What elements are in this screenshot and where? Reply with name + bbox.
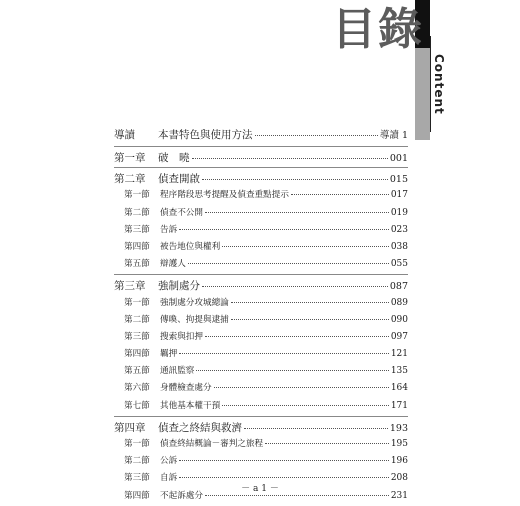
chapter-number: 第四章	[114, 421, 146, 434]
section-title: 其他基本權干預	[160, 400, 221, 411]
dot-leader	[231, 301, 389, 303]
toc-section-entry[interactable]	[114, 313, 408, 330]
section-page: 196	[390, 456, 408, 467]
section-page: 195	[390, 439, 408, 449]
section-page: 231	[390, 490, 408, 501]
entry-page: 導讀 1	[379, 130, 408, 141]
section-number: 第二節	[124, 314, 150, 325]
toc-section-entry[interactable]	[114, 223, 408, 240]
toc-chapter-entry[interactable]	[114, 150, 408, 167]
section-page: 121	[390, 349, 408, 360]
dot-leader	[205, 335, 389, 337]
chapter-number: 第三章	[114, 280, 146, 293]
section-number: 第四節	[124, 349, 150, 360]
dot-leader	[188, 262, 389, 264]
section-title: 搜索與扣押	[160, 331, 203, 342]
page-number: － a 1 －	[241, 484, 279, 494]
dot-leader	[202, 178, 388, 180]
section-page: 038	[390, 241, 408, 252]
toc-section-entry[interactable]	[114, 347, 408, 364]
toc-chapter-entry[interactable]	[114, 171, 408, 188]
section-number: 第三節	[124, 331, 150, 342]
section-title: 被告地位與權利	[160, 241, 221, 252]
divider	[114, 274, 408, 275]
section-page: 097	[390, 331, 408, 342]
chapter-title: 偵查開啟	[158, 173, 200, 186]
chapter-number: 第二章	[114, 173, 146, 186]
entry-number: 導讀	[114, 129, 135, 141]
section-page: 135	[390, 366, 408, 377]
toc-section-entry[interactable]	[114, 454, 408, 471]
dot-leader	[291, 193, 389, 195]
table-of-contents	[114, 127, 408, 506]
section-number: 第五節	[124, 366, 150, 377]
toc-section-entry[interactable]	[114, 330, 408, 347]
section-number: 第一節	[124, 297, 150, 308]
section-page: 090	[390, 314, 408, 325]
dot-leader	[179, 476, 389, 478]
dot-leader	[214, 386, 389, 388]
toc-chapter-entry[interactable]	[114, 420, 408, 437]
section-page: 023	[390, 224, 408, 235]
section-page: 089	[390, 297, 408, 308]
section-number: 第三節	[124, 473, 150, 484]
toc-section-entry[interactable]	[114, 437, 408, 454]
header-gray-bar	[415, 48, 430, 140]
chapter-page: 087	[389, 281, 408, 293]
dot-leader	[265, 442, 389, 444]
dot-leader	[231, 318, 389, 320]
section-page: 208	[390, 473, 408, 484]
dot-leader	[222, 245, 389, 247]
section-title: 公訴	[160, 456, 178, 467]
dot-leader	[179, 352, 389, 354]
chapter-page: 015	[389, 174, 408, 186]
toc-section-entry[interactable]	[114, 257, 408, 274]
chapter-title: 破 曉	[158, 152, 190, 164]
dot-leader	[205, 211, 389, 213]
section-title: 不起訴處分	[160, 490, 203, 501]
chapter-page: 001	[389, 153, 408, 164]
chapter-title: 強制處分	[158, 280, 200, 293]
section-title: 羈押	[160, 349, 178, 360]
divider	[114, 146, 408, 147]
section-number: 第四節	[124, 241, 150, 252]
section-number: 第一節	[124, 190, 150, 201]
section-number: 第七節	[124, 400, 150, 411]
chapter-page: 193	[389, 422, 408, 434]
section-title: 通訊監察	[160, 366, 195, 377]
dot-leader	[179, 228, 389, 230]
section-title: 自訴	[160, 473, 178, 484]
toc-chapter-entry[interactable]	[114, 278, 408, 295]
section-page: 019	[390, 207, 408, 218]
section-title: 身體檢查處分	[160, 383, 212, 394]
section-number: 第四節	[124, 490, 150, 501]
section-number: 第五節	[124, 259, 150, 270]
dot-leader	[244, 427, 388, 429]
toc-section-entry[interactable]	[114, 399, 408, 416]
toc-section-entry[interactable]	[114, 364, 408, 381]
dot-leader	[255, 134, 378, 136]
dot-leader	[222, 404, 389, 406]
dot-leader	[179, 459, 389, 461]
toc-section-entry[interactable]	[114, 188, 408, 205]
section-title: 告訴	[160, 224, 178, 235]
section-title: 辯護人	[160, 259, 186, 270]
section-page: 017	[390, 190, 408, 201]
section-title: 傳喚、拘提與逮捕	[160, 314, 229, 325]
toc-section-entry[interactable]	[114, 240, 408, 257]
section-title: 程序階段思考提醒及偵查重點提示	[160, 190, 289, 201]
header-vertical-rule	[430, 36, 431, 132]
dot-leader	[192, 157, 388, 159]
divider	[114, 167, 408, 168]
section-title: 偵查不公開	[160, 207, 203, 218]
toc-intro-entry[interactable]	[114, 127, 408, 146]
section-number: 第一節	[124, 439, 150, 449]
chapter-title: 偵查之終結與救濟	[158, 421, 242, 434]
section-title: 偵查終結概論－審判之旅程	[160, 439, 264, 449]
dot-leader	[196, 369, 388, 371]
section-page: 055	[390, 259, 408, 270]
section-page: 171	[390, 400, 408, 411]
toc-section-entry[interactable]	[114, 381, 408, 398]
dot-leader	[202, 285, 388, 287]
section-number: 第六節	[124, 383, 150, 394]
entry-title: 本書特色與使用方法	[158, 129, 253, 141]
section-number: 第二節	[124, 456, 150, 467]
page-title: 目錄	[332, 4, 424, 55]
toc-section-entry[interactable]	[114, 206, 408, 223]
side-heading: Content	[432, 54, 446, 115]
divider	[114, 416, 408, 417]
section-page: 164	[390, 383, 408, 394]
section-number: 第三節	[124, 224, 150, 235]
section-number: 第二節	[124, 207, 150, 218]
section-title: 強制處分攻城總論	[160, 297, 229, 308]
chapter-number: 第一章	[114, 152, 146, 164]
toc-section-entry[interactable]	[114, 296, 408, 313]
